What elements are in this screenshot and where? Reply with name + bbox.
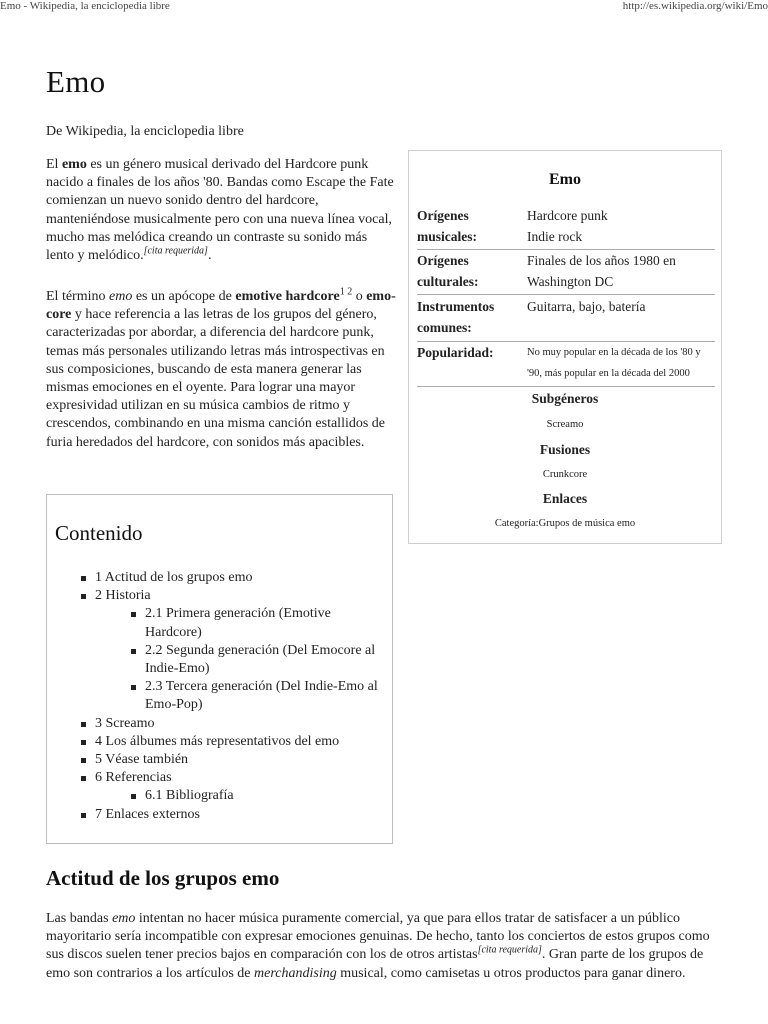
infobox-key: Orígenes culturales:	[417, 253, 479, 289]
reference-links[interactable]: 1 2	[339, 286, 353, 298]
infobox-value[interactable]: Guitarra, bajo, batería	[527, 299, 646, 314]
toc-subitem[interactable]	[131, 787, 389, 805]
toc-item-label[interactable]: 1 Actitud de los grupos emo	[95, 570, 253, 585]
infobox-fusion-crunkcore[interactable]: Crunkcore	[542, 469, 588, 480]
infobox-row-instrumentos	[417, 296, 715, 342]
infobox-value[interactable]: Hardcore punk Indie rock	[527, 208, 608, 244]
toc-item[interactable]	[81, 587, 389, 714]
toc-item[interactable]	[81, 733, 389, 751]
infobox-links-heading: Enlaces	[542, 491, 588, 506]
infobox-row-origenes-culturales	[417, 250, 715, 295]
toc-subitem-label[interactable]: 2.3 Tercera generación (Del Indie-Emo al Emo-Pop)	[145, 679, 378, 713]
term-emotive-hardcore: emotive hardcore	[235, 289, 340, 304]
section-heading-actitud: Actitud de los grupos emo	[46, 866, 280, 890]
infobox-row-popularidad	[417, 342, 715, 387]
infobox-value[interactable]: Finales de los años 1980 en Washington DC	[527, 253, 676, 289]
toc-list	[81, 569, 389, 824]
intro-paragraph: El emo es un género musical derivado del Hardcore punk nacido a finales de los años '80. Bandas como Escape the Fate comienzan un nuevo sonido dentro del hardcore, manteniéndose musicalmente pero con una nueva línea vocal, mucho mas melódica creando un contraste su sonido más lento y melódico.[cita requerida].	[46, 157, 394, 264]
toc-item[interactable]	[81, 715, 389, 733]
infobox-title: Emo	[549, 171, 581, 188]
infobox-key: Orígenes musicales:	[417, 208, 477, 244]
toc-subitem[interactable]	[131, 605, 389, 641]
table-of-contents	[46, 494, 393, 844]
toc-title: Contenido	[55, 521, 143, 545]
toc-subitem-label[interactable]: 2.1 Primera generación (Emotive Hardcore)	[145, 606, 331, 640]
page-subtitle: De Wikipedia, la enciclopedia libre	[46, 124, 244, 139]
toc-item-label[interactable]: 5 Véase también	[95, 752, 189, 768]
toc-item[interactable]	[81, 569, 389, 587]
toc-item[interactable]	[81, 806, 389, 824]
toc-subitem-label[interactable]: 6.1 Bibliografía	[145, 788, 234, 804]
toc-subitem[interactable]	[131, 678, 389, 714]
citation-needed-link[interactable]: [cita requerida]	[143, 245, 208, 257]
term-emo: emo	[61, 157, 87, 172]
infobox	[408, 150, 722, 544]
toc-item-label[interactable]: 4 Los álbumes más representativos del emo	[95, 733, 340, 749]
toc-item[interactable]	[81, 769, 389, 805]
toc-subitem[interactable]	[131, 642, 389, 678]
infobox-category-link[interactable]: Categoría:Grupos de música emo	[494, 518, 636, 529]
infobox-key: Instrumentos comunes:	[417, 299, 495, 335]
infobox-row-origenes-musicales	[417, 205, 715, 250]
infobox-subgenres-heading: Subgéneros	[531, 391, 599, 406]
toc-item[interactable]	[81, 751, 389, 769]
toc-item-label[interactable]: 3 Screamo	[95, 715, 155, 731]
infobox-subgenre-screamo[interactable]: Screamo	[546, 419, 584, 430]
browser-url[interactable]: http://es.wikipedia.org/wiki/Emo	[622, 0, 768, 12]
toc-item-label[interactable]: 6 Referencias	[95, 770, 172, 786]
infobox-value: No muy popular en la década de los '80 y '90, más popular en la década del 2000	[527, 347, 701, 379]
etymology-paragraph: El término emo es un apócope de emotive hardcore$^{1 2}$ o emo-core y hace referencia a las letras de los grupos del género, caracterizadas por abordar, a diferencia del hardcore punk, temas más personales utilizando letras más introspectivas en sus composiciones, buscando de esta manera generar las mismas emociones en el oyente. Para lograr una mayor expresividad utilizan en su música cambios de ritmo y crescendos, combinando en una misma canción estallidos de furia heredados del hardcore, con sonidos más apacibles.	[46, 286, 396, 450]
infobox-fusions-heading: Fusiones	[539, 442, 591, 457]
toc-sublist	[95, 787, 389, 805]
term-emo-core: emo-core	[46, 289, 396, 323]
actitud-paragraph: Las bandas emo intentan no hacer música puramente comercial, ya que para ellos tratar de satisfacer a un público mayoritario sería incompatible con expresar emociones genuinas. De hecho, tanto los conciertos de estos grupos como sus discos suelen tener precios bajos en comparación con los de otros artistas[cita requerida]. Gran parte de los grupos de emo son contrarios a los artículos de merchandising musical, como camisetas u otros productos para ganar dinero.	[46, 911, 710, 981]
toc-item-label[interactable]: 2 Historia	[95, 588, 151, 604]
infobox-key: Popularidad:	[417, 345, 494, 360]
toc-sublist	[95, 605, 389, 714]
toc-subitem-label[interactable]: 2.2 Segunda generación (Del Emocore al Indie-Emo)	[145, 642, 376, 677]
browser-tab-title: Emo - Wikipedia, la enciclopedia libre	[0, 0, 170, 12]
page-title: Emo	[46, 64, 106, 99]
citation-needed-link[interactable]: [cita requerida]	[477, 944, 542, 956]
toc-item-label[interactable]: 7 Enlaces externos	[95, 806, 200, 822]
